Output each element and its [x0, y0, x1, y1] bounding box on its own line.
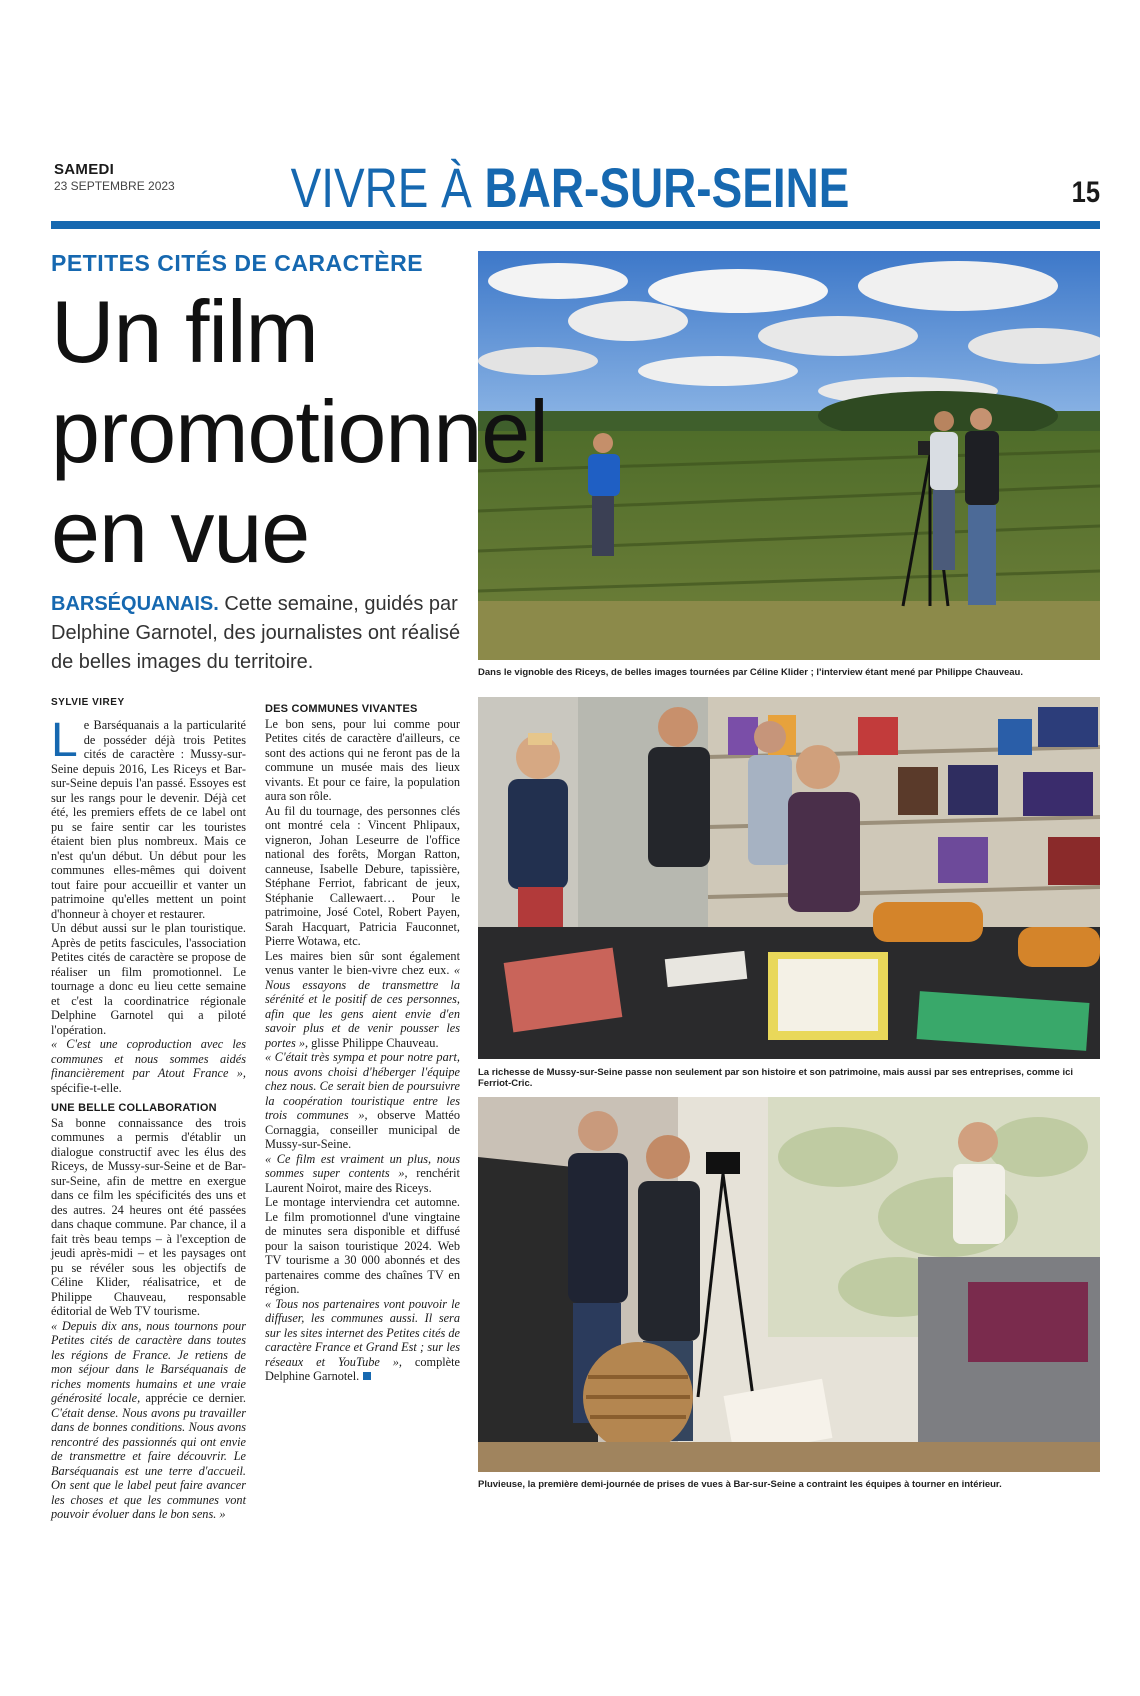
paragraph: complète Delphine Garnotel.	[265, 1354, 460, 1383]
photo-caption-2: La richesse de Mussy-sur-Seine passe non seulement par son histoire et son patrimoine, mais aussi par ses entreprises, comme ici Ferriot-Cric.	[478, 1067, 1074, 1089]
paragraph: Sa bonne connaissance des trois communes a permis d'établir un dialogue constructif avec les élus des Riceys, de Mussy-sur-Seine et de Bar-sur-Seine, afin de mettre en exergue dans ce film les spécificités des uns et des autres. 24 heures ont été passées dans chaque commune. Par chance, il a fait très beau temps – à l'exception de jeudi après-midi – et les paysages ont pu se révéler sous les objectifs de Céline Klider, réalisatrice, et de Philippe Chauveau, responsable éditorial de Web TV tourisme.	[51, 1115, 246, 1318]
section-title	[103, 158, 1038, 218]
article-headline	[51, 282, 571, 582]
paragraph: apprécie ce dernier.	[140, 1391, 246, 1405]
paragraph: Un début aussi sur le plan touristique. Après de petits fascicules, l'association Petites cités de caractère se propose de réaliser un film promotionnel. Le tournage a donc eu lieu cette semaine et c'est la coordinatrice régionale Delphine Garnotel qui a piloté l'opération.	[51, 921, 246, 1037]
paragraph: spécifie-t-elle.	[51, 1080, 122, 1095]
page-number: 15	[1071, 176, 1100, 209]
subheading: UNE BELLE COLLABORATION	[51, 1102, 217, 1114]
quote: « Depuis dix ans, nous tournons pour Petites cités de caractère dans toutes les régions de France. Je retiens de mon séjour dans le Barséquanais de riches moments humains et une vraie générosité locale,	[51, 1318, 246, 1405]
subheading: DES COMMUNES VIVANTES	[265, 703, 418, 715]
paragraph: glisse Philippe Chauveau.	[308, 1035, 439, 1050]
chapo-text: Cette semaine, guidés par Delphine Garnotel, des journalistes ont réalisé de belles images du territoire.	[51, 593, 461, 673]
photo-vineyard	[478, 251, 1100, 660]
article-chapo	[51, 590, 471, 677]
headline-line-3: en vue	[51, 482, 310, 581]
article-kicker: PETITES CITÉS DE CARACTÈRE	[51, 250, 424, 276]
paragraph: Le bon sens, pour lui comme pour Petites cités de caractère d'ailleurs, ce sont des actions qui ne feront pas de la commune un musée mais des lieux vivants. Et pour ce faire, la population aura son rôle.	[265, 716, 460, 803]
quote: « C'est une coproduction avec les communes et nous sommes aidés financièrement par Atout France »,	[51, 1037, 246, 1080]
quote: « C'était très sympa et pour notre part, nous avons choisi d'héberger l'équipe chez nous. Ce serait bien de poursuivre la coopération touristique entre les trois communes »,	[265, 1050, 460, 1122]
quote: C'était dense. Nous avons pu travailler dans de bonnes conditions. Nous avons rencontré des passionnés qui ont envie de transmettre et faire découvrir. Le Barséquanais est une terre d'accueil. On sent que le label peut faire avancer les choses et que les communes vont pouvoir évoluer dans le bon sens. »	[51, 1405, 246, 1521]
chapo-lead: BARSÉQUANAIS.	[51, 593, 219, 615]
article-column-2	[265, 696, 460, 1384]
byline: SYLVIE VIREY	[51, 697, 125, 708]
photo-game-workshop	[478, 697, 1100, 1059]
header-rule	[51, 221, 1100, 229]
photo-indoor-interview	[478, 1097, 1100, 1472]
header-date: 23 SEPTEMBRE 2023	[54, 179, 175, 193]
quote: « Nous essayons de transmettre la sérénité et le positif de ces personnes, afin que les gens aient envie d'en savoir plus et de venir pousser les portes »,	[265, 963, 460, 1050]
headline-line-2: promotionnel	[51, 382, 548, 481]
paragraph: Le montage interviendra cet automne. Le film promotionnel d'une vingtaine de minutes sera disponible et diffusé pour la saison touristique 2024. Web TV tourisme a 30 000 abonnés et des partenaires comme des chaînes TV en région.	[265, 1195, 460, 1296]
paragraph: Les maires bien sûr sont également venus vanter le bien-vivre chez eux.	[265, 948, 460, 977]
end-mark	[363, 1372, 371, 1380]
dropcap: L	[51, 714, 78, 767]
paragraph: renchérit Laurent Noirot, maire des Riceys.	[265, 1166, 460, 1195]
section-city: BAR-SUR-SEINE	[484, 156, 850, 219]
section-prefix: VIVRE À	[290, 156, 472, 219]
paragraph: Au fil du tournage, des personnes clés ont montré cela : Vincent Phlipaux, vigneron, Johan Leseurre de l'office national des forêts, Morgan Ratton, canneuse, Isabelle Debure, tapissière, Stéphane Ferriot, fabricant de jeux, Stéphanie Callewaert… Pour le patrimoine, José Cotel, Robert Payen, Sarah Hacquart, Patricia Fauconnet, Pierre Wotawa, etc.	[265, 803, 460, 948]
paragraph: observe Mattéo Cornaggia, conseiller municipal de Mussy-sur-Seine.	[265, 1108, 460, 1151]
paragraph: e Barséquanais a la particularité de posséder déjà trois Petites cités de caractère : Mussy-sur-Seine depuis 2016, Les Riceys et Bar-sur-Seine depuis l'an passé. Essoyes est sur les rangs pour le devenir. Déjà cet été, les premiers effets de ce label ont pu se faire sentir car les touristes étaient bien plus nombreux. Mais ce n'est qu'un début. Un début pour les communes elles-mêmes qui doivent tout faire pour accueillir et vanter un patrimoine qu'elles mettent un point d'honneur à choyer et restaurer.	[51, 718, 246, 921]
photo-caption-1: Dans le vignoble des Riceys, de belles images tournées par Céline Klider ; l'interview étant mené par Philippe Chauveau.	[478, 667, 1023, 678]
quote: « Ce film est vraiment un plus, nous sommes super contents »,	[265, 1151, 460, 1180]
quote: « Tous nos partenaires vont pouvoir le diffuser, les communes aussi. Il sera sur les sites internet des Petites cités de caractère France et Grand Est ; sur les réseaux et YouTube »,	[265, 1296, 461, 1369]
photo-caption-3: Pluvieuse, la première demi-journée de prises de vues à Bar-sur-Seine a contraint les équipes à tourner en intérieur.	[478, 1479, 1002, 1490]
header-day: SAMEDI	[54, 161, 115, 178]
article-column-1	[51, 714, 246, 1522]
headline-line-1: Un film	[51, 282, 318, 381]
